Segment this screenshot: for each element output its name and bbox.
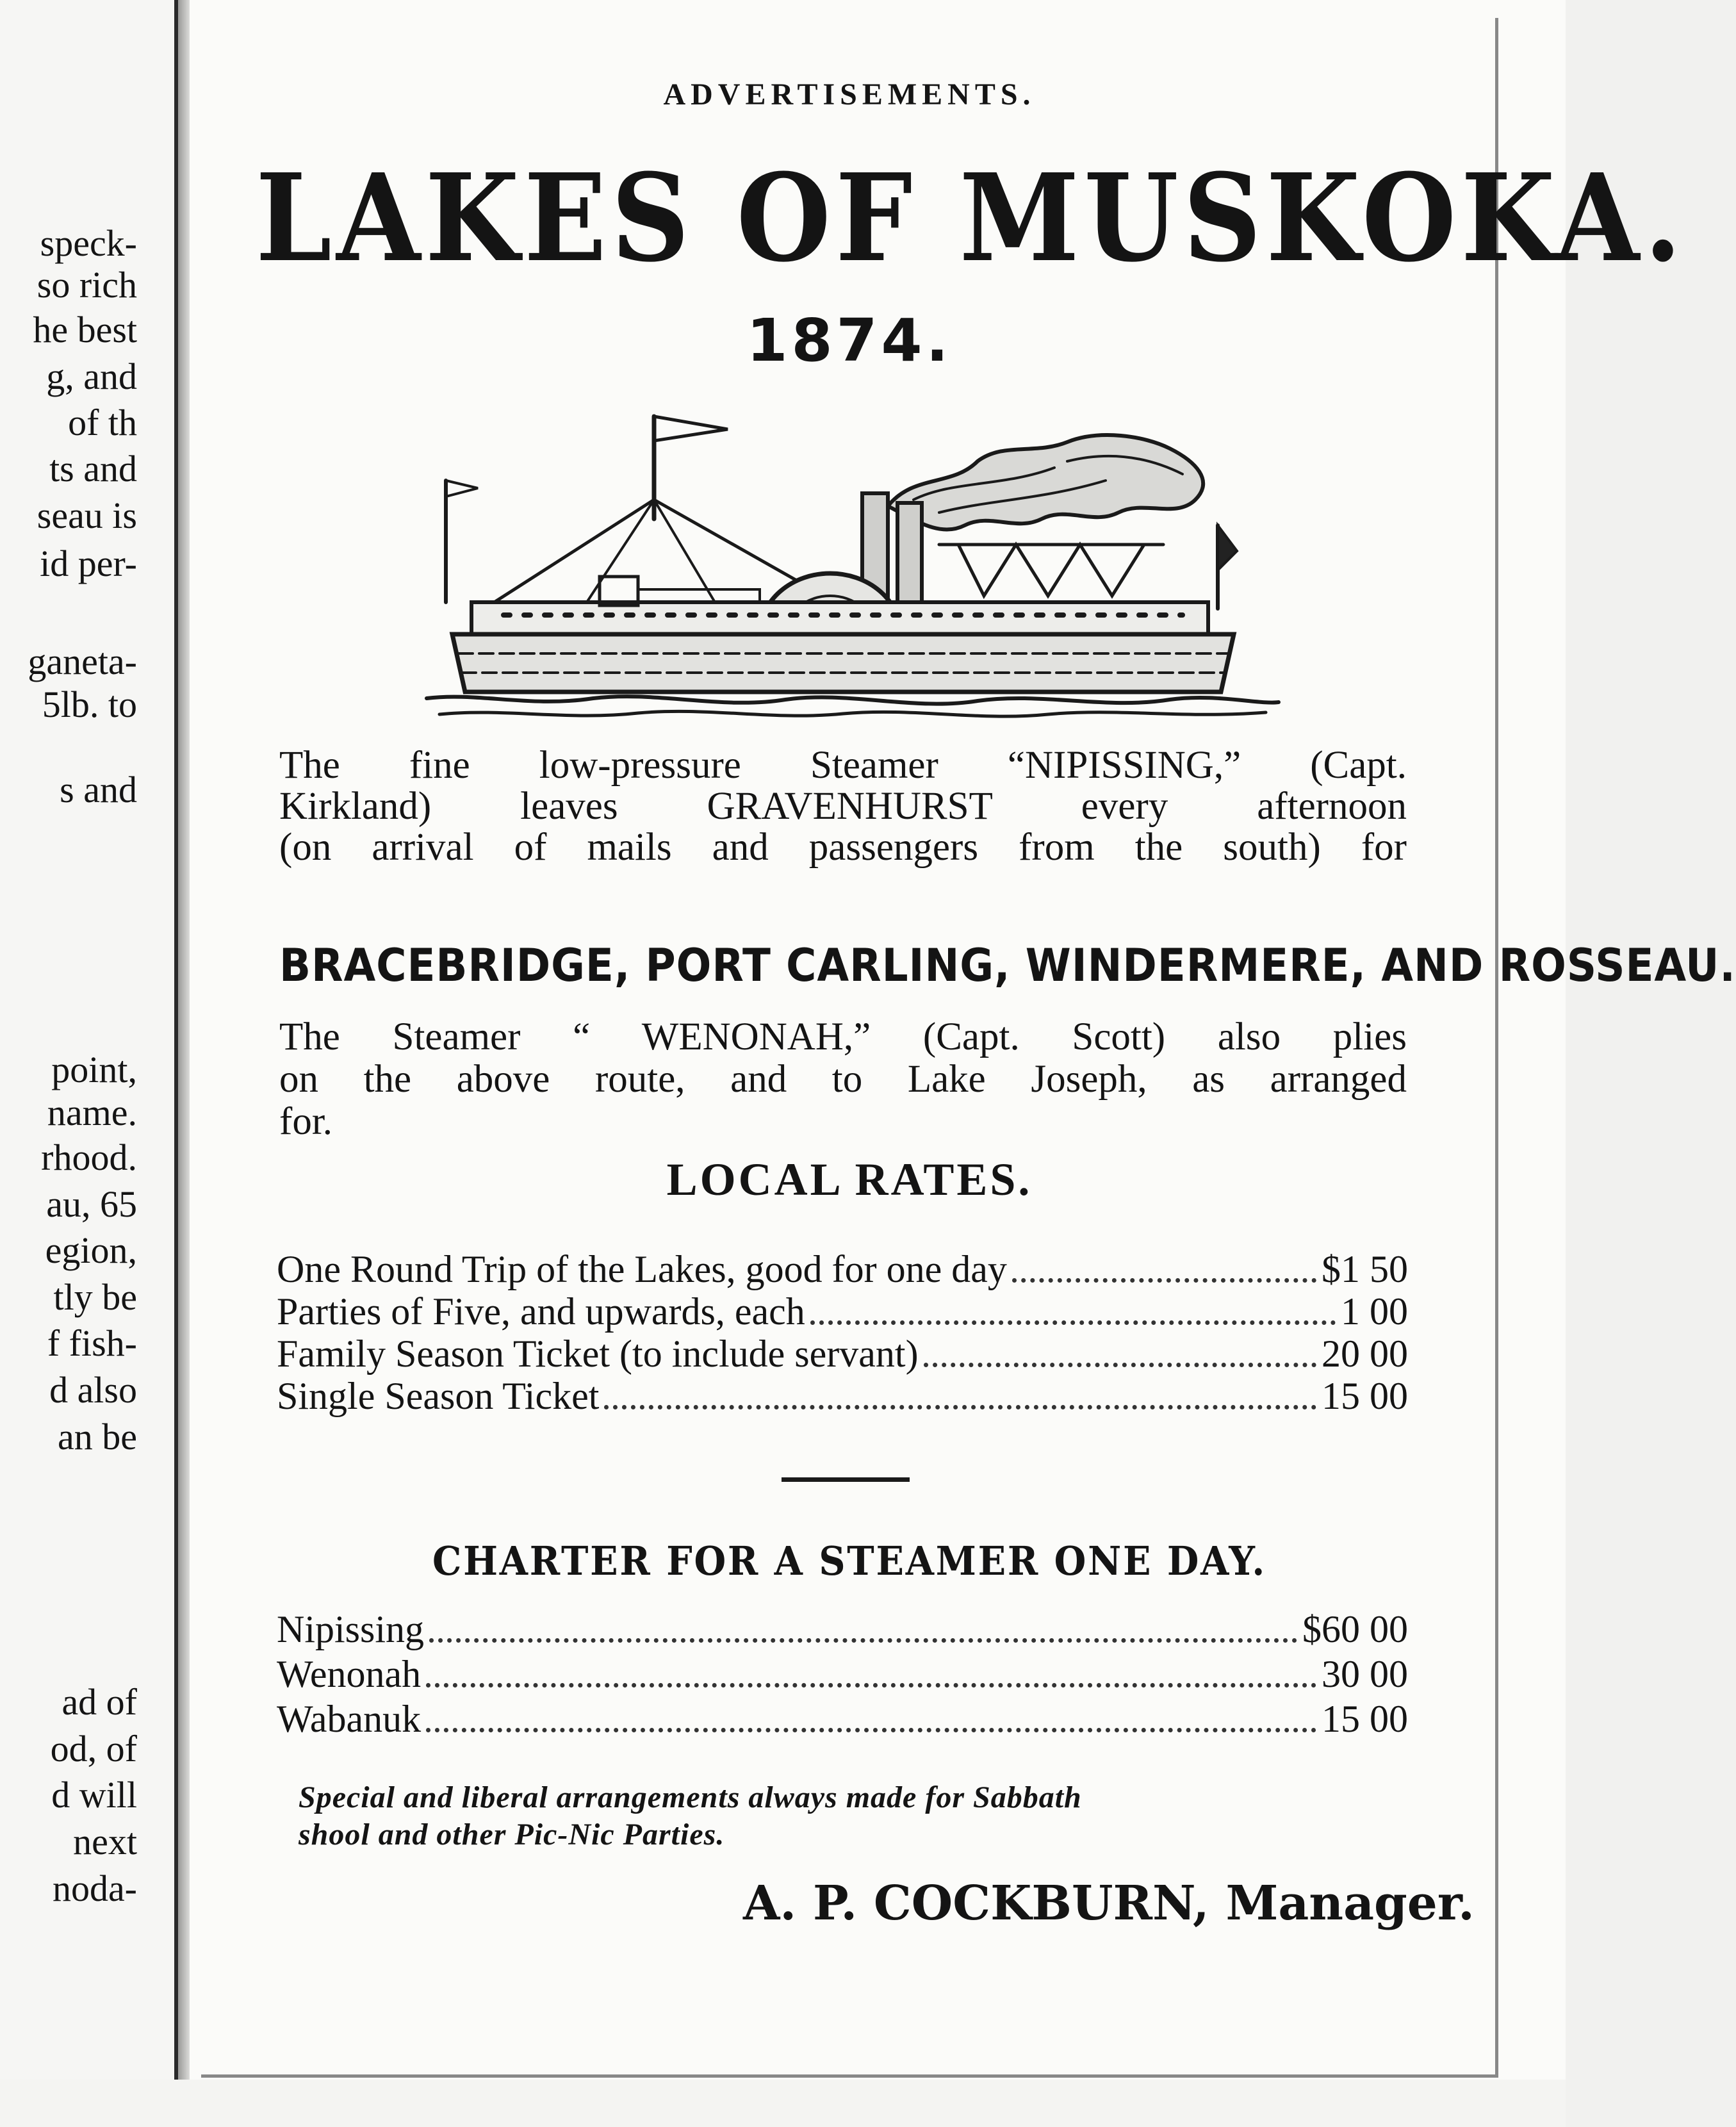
rate-row [277, 1375, 1408, 1418]
local-rates-title: LOCAL RATES. [666, 1154, 1033, 1205]
rate-amount: 20 00 [1322, 1333, 1408, 1375]
charter-title: CHARTER FOR A STEAMER ONE DAY. [432, 1538, 1267, 1584]
advertisement-page [190, 0, 1736, 2127]
left-page-fragment: d will [51, 1774, 137, 1816]
book-gutter [178, 0, 190, 2127]
intro-line: Kirkland) leaves GRAVENHURST every afternoon [279, 785, 1407, 828]
rate-label: One Round Trip of the Lakes, good for one day [277, 1248, 1007, 1290]
left-page-fragment: rhood. [41, 1137, 137, 1178]
leader-dots [810, 1320, 1336, 1325]
wenonah-line: on the above route, and to Lake Joseph, as arranged [279, 1058, 1407, 1101]
charter-row [277, 1698, 1408, 1741]
left-page-fragment: tly be [53, 1276, 137, 1318]
charter-amount: 30 00 [1322, 1653, 1408, 1695]
rate-row [277, 1333, 1408, 1376]
rate-row [277, 1290, 1408, 1334]
left-page-fragment: f fish- [47, 1322, 137, 1364]
left-page-fragment: so rich [37, 264, 137, 306]
section-divider [782, 1477, 910, 1482]
wenonah-line: for. [279, 1100, 333, 1143]
special-note-line: shool and other Pic-Nic Parties. [299, 1818, 725, 1852]
route-destinations: BRACEBRIDGE, PORT CARLING, WINDERMERE, AND ROSSEAU. [279, 939, 1736, 992]
left-page-fragment: s and [60, 769, 137, 810]
charter-steamer: Wenonah [277, 1653, 422, 1695]
rate-label: Family Season Ticket (to include servant) [277, 1333, 919, 1375]
scan-bottom-margin [0, 2080, 1566, 2127]
leader-dots [429, 1638, 1297, 1643]
special-note-line: Special and liberal arrangements always made for Sabbath [299, 1780, 1082, 1814]
left-page-fragment: ts and [49, 448, 137, 489]
charter-steamer: Nipissing [277, 1608, 425, 1650]
charter-row [277, 1653, 1408, 1696]
left-page-fragment: an be [58, 1416, 137, 1458]
leader-dots [924, 1363, 1316, 1367]
left-page-fragment: ad of [61, 1681, 137, 1723]
wenonah-line: The Steamer “ WENONAH,” (Capt. Scott) also plies [279, 1015, 1407, 1058]
intro-line: The fine low-pressure Steamer “NIPISSING,” (Capt. [279, 744, 1407, 787]
header-label: ADVERTISEMENTS. [663, 78, 1036, 111]
left-page-fragment: id per- [40, 543, 137, 584]
left-page-fragment: of th [68, 402, 137, 443]
rate-label: Single Season Ticket [277, 1375, 600, 1417]
leader-dots [1012, 1278, 1316, 1283]
left-page-fragment: g, and [46, 356, 137, 397]
leader-dots [426, 1683, 1316, 1688]
left-page-fragment: name. [47, 1092, 137, 1133]
leader-dots [426, 1728, 1316, 1732]
manager-signature: A. P. COCKBURN, Manager. [743, 1876, 1475, 1931]
left-page-fragment: point, [51, 1049, 137, 1090]
left-page-fragment: od, of [50, 1728, 137, 1770]
rate-amount: $1 50 [1322, 1248, 1408, 1290]
page-title: LAKES OF MUSKOKA. [256, 147, 1687, 289]
intro-line: (on arrival of mails and passengers from the south) for [279, 826, 1407, 869]
charter-steamer: Wabanuk [277, 1698, 422, 1740]
left-page-fragment: au, 65 [46, 1183, 137, 1225]
charter-amount: 15 00 [1322, 1698, 1408, 1740]
charter-row [277, 1608, 1408, 1652]
left-page-fragment: he best [33, 309, 137, 350]
charter-amount: $60 00 [1302, 1608, 1408, 1650]
rate-amount: 1 00 [1341, 1290, 1408, 1333]
year-heading: 1874. [746, 306, 953, 375]
leader-dots [604, 1405, 1316, 1409]
left-page-fragment: speck- [40, 222, 137, 264]
left-page-fragment: d also [49, 1369, 137, 1411]
left-page-fragment: ganeta- [28, 641, 137, 682]
left-facing-page [0, 0, 178, 2127]
rate-amount: 15 00 [1322, 1375, 1408, 1417]
left-page-fragment: seau is [37, 495, 137, 536]
rate-label: Parties of Five, and upwards, each [277, 1290, 805, 1333]
left-page-fragment: 5lb. to [42, 684, 137, 725]
left-page-fragment: next [73, 1821, 137, 1862]
left-page-fragment: noda- [52, 1868, 137, 1909]
left-page-fragment: egion, [45, 1229, 137, 1271]
steamer-illustration [427, 391, 1279, 724]
rate-row [277, 1248, 1408, 1292]
